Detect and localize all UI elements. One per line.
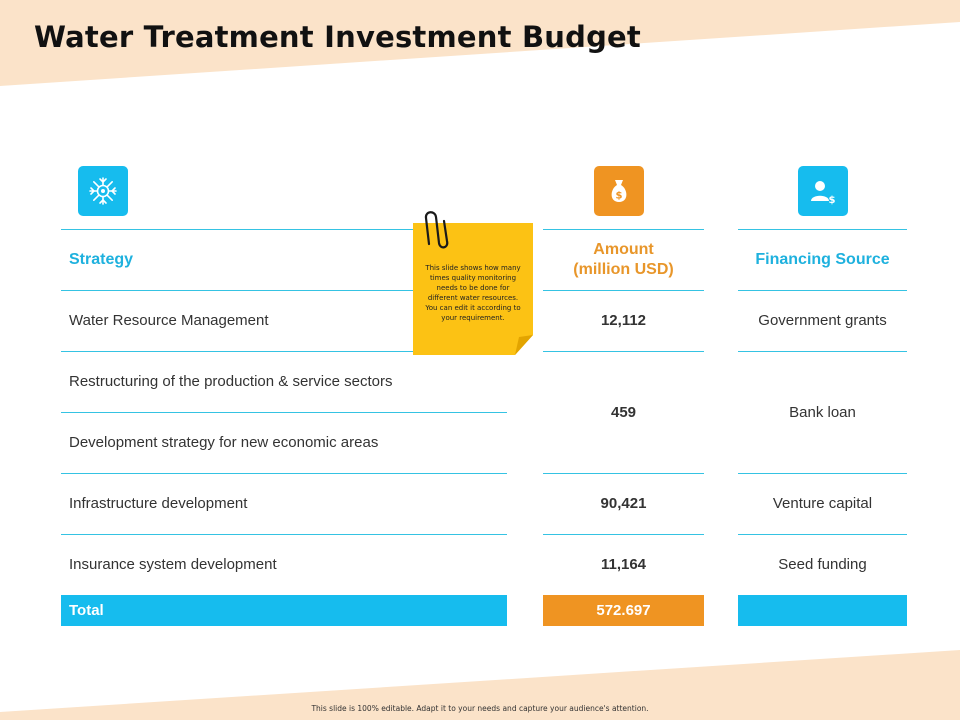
- total-label: Total: [61, 595, 507, 626]
- total-source: [738, 595, 907, 626]
- financing-icon-box: [798, 166, 848, 216]
- amount-cell: 90,421: [600, 495, 647, 512]
- svg-text:$: $: [828, 195, 836, 206]
- amount-icon-box: [594, 166, 644, 216]
- amount-cell: 459: [610, 403, 637, 421]
- amount-cell: 12,112: [600, 312, 647, 329]
- header-amount: [543, 229, 704, 290]
- source-cell: Government grants: [758, 312, 887, 329]
- strategy-cell: Infrastructure development: [69, 495, 248, 512]
- strategy-cell: Insurance system development: [69, 556, 277, 573]
- svg-text:$: $: [615, 190, 623, 202]
- money-bag-icon: [603, 175, 635, 207]
- strategy-icon-box: [78, 166, 128, 216]
- footer-note: This slide is 100% editable. Adapt it to your needs and capture your audience's attention.: [311, 704, 649, 713]
- sticky-note-text: This slide shows how many times quality monitoring needs to be done for different water resources. You can edit it according to your requirement.: [425, 264, 521, 322]
- strategy-cell: Water Resource Management: [69, 312, 269, 329]
- total-amount: 572.697: [543, 595, 704, 626]
- source-cell: Venture capital: [772, 495, 873, 512]
- paper-clip-icon: [420, 206, 452, 258]
- page-title: Water Treatment Investment Budget: [34, 20, 641, 54]
- header-strategy: Strategy: [69, 250, 134, 268]
- strategy-cell: Restructuring of the production & service sectors: [69, 373, 393, 390]
- source-cell: Bank loan: [789, 403, 856, 421]
- amount-cell: 11,164: [600, 556, 647, 573]
- source-cell: Seed funding: [778, 556, 867, 573]
- person-dollar-icon: [807, 175, 839, 207]
- snowflake-network-icon: [87, 175, 119, 207]
- header-amount-line1: Amount: [593, 240, 654, 258]
- header-amount-line2: (million USD): [573, 260, 674, 278]
- header-financing: Financing Source: [755, 250, 890, 268]
- strategy-cell: Development strategy for new economic areas: [69, 434, 379, 451]
